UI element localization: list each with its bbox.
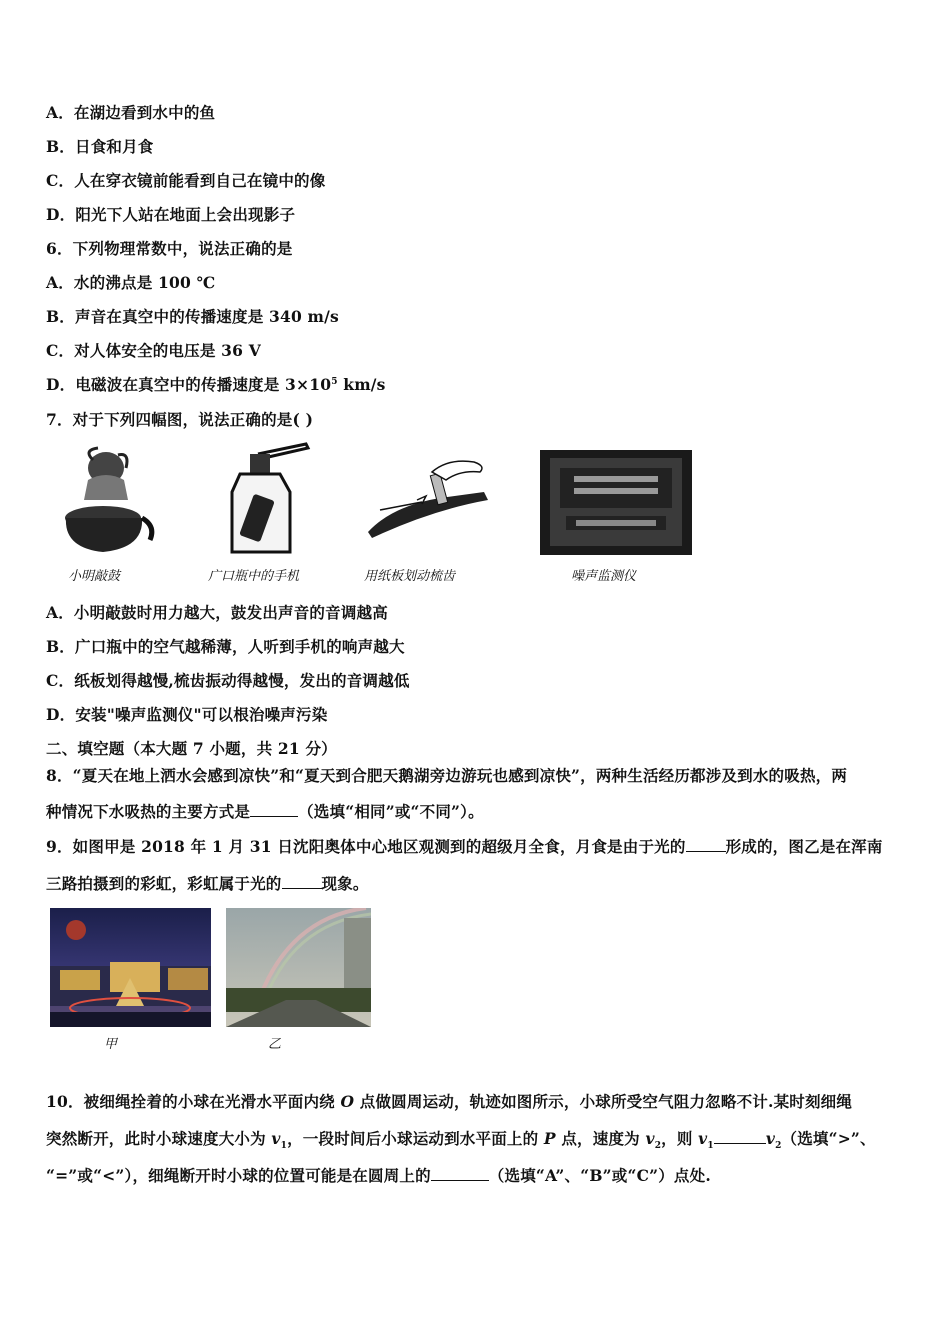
caption-drum: 小明敲鼓: [68, 569, 121, 584]
q5-option-c: C．人在穿衣镜前能看到自己在镜中的像: [46, 171, 326, 190]
q8-line-2: 种情况下水吸热的主要方式是 （选填“相同”或“不同”）。: [46, 802, 484, 821]
q6-option-b: B．声音在真空中的传播速度是 340 m/s: [46, 307, 339, 326]
drum-figure: [58, 440, 158, 558]
caption-bottle: 广口瓶中的手机: [208, 569, 300, 584]
q5-option-d: D．阳光下人站在地面上会出现影子: [46, 205, 296, 224]
q10-line-3: “=”或“<”），细绳断开时小球的位置可能是在圆周上的 （选填“A”、“B”或“C”）点处.: [46, 1166, 711, 1185]
caption-comb: 用纸板划动梳齿: [364, 569, 456, 584]
q8-answer-blank[interactable]: [250, 802, 298, 817]
caption-noise-monitor: 噪声监测仪: [571, 569, 637, 584]
q7-option-d: D．安装"噪声监测仪"可以根治噪声污染: [46, 705, 328, 724]
section-heading: 二、填空题（本大题 7 小题，共 21 分）: [46, 739, 337, 758]
q6-stem: 6．下列物理常数中，说法正确的是: [46, 239, 293, 258]
q10-answer-blank-1[interactable]: [714, 1129, 766, 1144]
q9-answer-blank-1[interactable]: [686, 837, 726, 852]
q7-option-a: A．小明敲鼓时用力越大，鼓发出声音的音调越高: [46, 603, 388, 622]
q7-stem: 7．对于下列四幅图，说法正确的是( ): [46, 410, 314, 429]
q9-line-1: 9．如图甲是 2018 年 1 月 31 日沈阳奥体中心地区观测到的超级月全食，月食是由于光的 形成的，图乙是在浑南: [46, 837, 883, 856]
lunar-eclipse-photo: [50, 908, 211, 1027]
caption-yi: 乙: [268, 1037, 282, 1052]
caption-jia: 甲: [104, 1037, 118, 1052]
q10-line-1: 10．被细绳拴着的小球在光滑水平面内绕 O 点做圆周运动，轨迹如图所示，小球所受空气阻力忽略不计.某时刻细绳: [46, 1092, 853, 1111]
comb-figure: [362, 450, 492, 540]
q6-option-a: A．水的沸点是 100 ℃: [46, 273, 216, 292]
bottle-figure: [228, 440, 318, 558]
noise-monitor-figure: [540, 450, 692, 555]
q6-option-c: C．对人体安全的电压是 36 V: [46, 341, 261, 360]
q7-option-c: C．纸板划得越慢,梳齿振动得越慢，发出的音调越低: [46, 671, 410, 690]
q6-option-d: D．电磁波在真空中的传播速度是 $3\times 10^5$ km/s: [46, 375, 386, 394]
q7-option-b: B．广口瓶中的空气越稀薄，人听到手机的响声越大: [46, 637, 405, 656]
q10-answer-blank-2[interactable]: [431, 1166, 489, 1181]
q10-line-2: 突然断开，此时小球速度大小为 $v_1$，一段时间后小球运动到水平面上的 P 点，速度为 $v_2$，则 $v_1$ $v_2$（选填“>”、: [46, 1129, 876, 1152]
q9-line-2: 三路拍摄到的彩虹，彩虹属于光的 现象。: [46, 874, 369, 893]
q5-option-b: B．日食和月食: [46, 137, 154, 156]
rainbow-photo: [226, 908, 371, 1027]
q9-answer-blank-2[interactable]: [282, 874, 322, 889]
q5-option-a: A．在湖边看到水中的鱼: [46, 103, 216, 122]
q8-line-1: 8．“夏天在地上洒水会感到凉快”和“夏天到合肥天鹅湖旁边游玩也感到凉快”，两种生活经历都涉及到水的吸热，两: [46, 766, 848, 785]
